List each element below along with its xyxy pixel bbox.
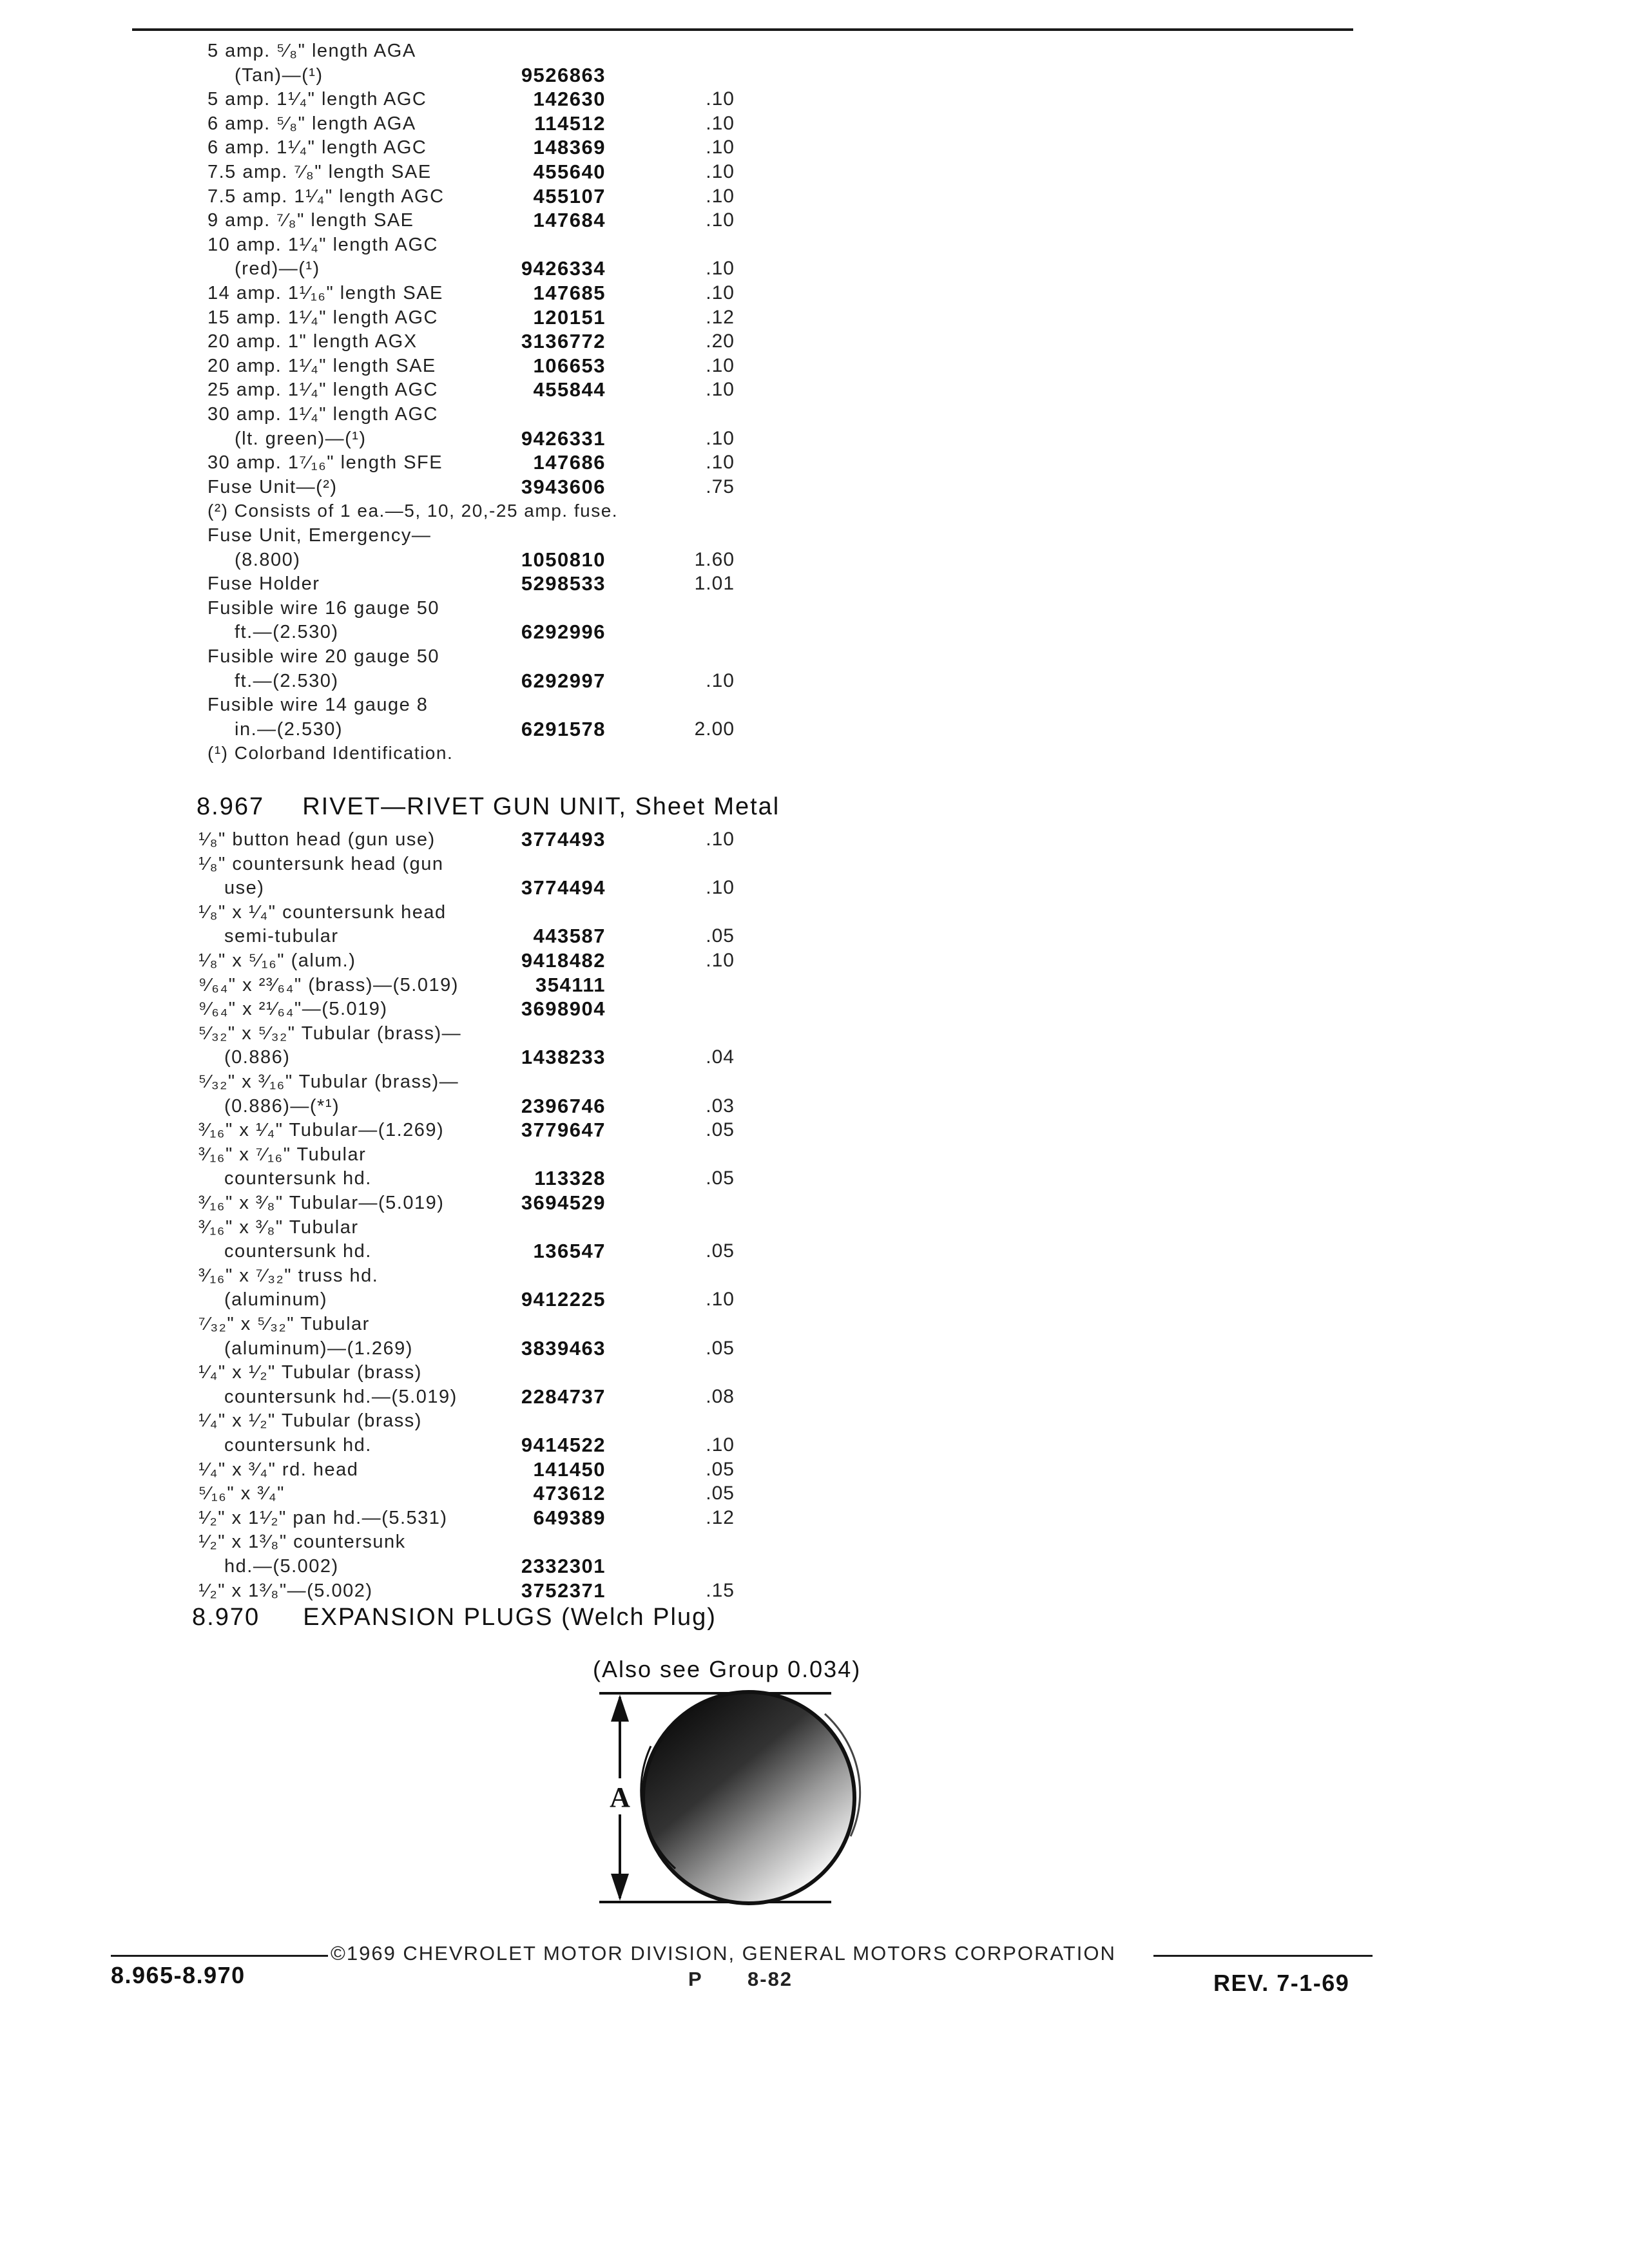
part-price: .05 (706, 1119, 735, 1141)
entry-description: countersunk hd.—(5.019) (224, 1386, 458, 1407)
entry-description: 30 amp. 1¹⁄₄" length AGC (207, 404, 438, 425)
part-price: .10 (706, 282, 735, 303)
entry-description: Fuse Unit—(²) (207, 476, 338, 497)
entry-description: ¹⁄₄" x ³⁄₄" rd. head (198, 1459, 359, 1480)
entry-description: ¹⁄₂" x 1³⁄₈"—(5.002) (198, 1580, 373, 1601)
part-number: 141450 (533, 1457, 606, 1481)
part-price: .05 (706, 1337, 735, 1359)
part-price: .10 (706, 88, 735, 110)
entry-description: 20 amp. 1" length AGX (207, 331, 418, 352)
entry-description: 20 amp. 1¹⁄₄" length SAE (207, 355, 436, 376)
entry-description: 10 amp. 1¹⁄₄" length AGC (207, 234, 438, 255)
entry-description: Fusible wire 20 gauge 50 (207, 646, 440, 667)
part-number: 1438233 (521, 1046, 606, 1069)
part-number: 106653 (533, 354, 606, 377)
entry-description: ³⁄₁₆" x ³⁄₈" Tubular—(5.019) (198, 1193, 445, 1213)
part-number: 6292996 (521, 620, 606, 644)
entry-description: (8.800) (235, 549, 301, 570)
entry-description: ³⁄₁₆" x ⁷⁄₁₆" Tubular (198, 1144, 367, 1165)
part-price: .10 (706, 209, 735, 231)
part-price: .20 (706, 331, 735, 352)
part-number: 3779647 (521, 1119, 606, 1142)
entry-description: 6 amp. ⁵⁄₈" length AGA (207, 113, 416, 134)
rivet-section-title: RIVET—RIVET GUN UNIT, Sheet Metal (302, 793, 780, 820)
entry-description: (lt. green)—(¹) (235, 428, 367, 449)
dimension-arrow-down-icon (611, 1874, 629, 1901)
entry-description: ¹⁄₈" x ⁵⁄₁₆" (alum.) (198, 950, 356, 971)
part-price: 1.60 (694, 548, 735, 570)
part-number: 114512 (534, 111, 606, 135)
part-price: .08 (706, 1385, 735, 1407)
part-price: .10 (706, 379, 735, 401)
welch-plug-figure (580, 1675, 889, 1920)
part-price: .05 (706, 1168, 735, 1189)
entry-description: ⁵⁄₁₆" x ³⁄₄" (198, 1483, 285, 1504)
entry-description: ¹⁄₈" button head (gun use) (198, 829, 436, 850)
entry-description: 7.5 amp. ⁷⁄₈" length SAE (207, 162, 432, 182)
part-price: .12 (706, 306, 735, 328)
part-price: .75 (706, 476, 735, 497)
entry-description: ¹⁄₄" x ¹⁄₂" Tubular (brass) (198, 1362, 422, 1383)
expansion-section-heading (192, 1602, 717, 1633)
entry-description: ⁹⁄₆₄" x ²³⁄₆₄" (brass)—(5.019) (198, 974, 459, 995)
entry-description: semi-tubular (224, 926, 339, 947)
part-number: 148369 (533, 136, 606, 159)
part-number: 9426334 (521, 257, 606, 280)
part-number: 142630 (533, 88, 606, 111)
entry-description: ⁹⁄₆₄" x ²¹⁄₆₄"—(5.019) (198, 999, 388, 1020)
entry-description: ft.—(2.530) (235, 622, 339, 643)
entry-description: ³⁄₁₆" x ³⁄₈" Tubular (198, 1216, 359, 1238)
entry-description: (red)—(¹) (235, 258, 320, 280)
part-price: .05 (706, 1240, 735, 1262)
entry-description: use) (224, 878, 265, 899)
dimension-arrow-up-icon (611, 1695, 629, 1722)
part-number: 9418482 (521, 949, 606, 972)
entry-description: (aluminum)—(1.269) (224, 1338, 413, 1359)
entry-description: 15 amp. 1¹⁄₄" length AGC (207, 307, 438, 328)
part-price: 2.00 (694, 718, 735, 740)
part-price: .10 (706, 354, 735, 376)
part-number: 455107 (533, 184, 606, 207)
part-price: .10 (706, 112, 735, 134)
part-price: .10 (706, 829, 735, 850)
expansion-section-number: 8.970 (192, 1604, 260, 1631)
entry-description: countersunk hd. (224, 1435, 372, 1456)
part-price: .10 (706, 137, 735, 159)
part-number: 2332301 (521, 1555, 606, 1577)
entry-description: (²) Consists of 1 ea.—5, 10, 20,-25 amp. fuse. (207, 501, 619, 521)
part-number: 3839463 (521, 1336, 606, 1360)
page-number: 8-82 (747, 1968, 793, 1990)
part-number: 3943606 (521, 475, 606, 498)
footer-rule-right (1153, 1955, 1373, 1957)
entry-description: ¹⁄₂" x 1³⁄₈" countersunk (198, 1532, 406, 1553)
entry-description: (0.886)—(*¹) (224, 1095, 340, 1117)
entry-description: ¹⁄₄" x ¹⁄₂" Tubular (brass) (198, 1410, 422, 1432)
part-price: .12 (706, 1506, 735, 1528)
part-number: 3698904 (521, 997, 606, 1021)
entry-description: in.—(2.530) (235, 718, 343, 740)
page-prefix: P (688, 1968, 703, 1990)
part-number: 1050810 (521, 548, 606, 571)
copyright-line: ©1969 CHEVROLET MOTOR DIVISION, GENERAL MOTORS CORPORATION (331, 1942, 1116, 1965)
part-number: 6291578 (521, 717, 606, 740)
part-price: 1.01 (694, 573, 735, 595)
part-number: 9526863 (521, 63, 606, 86)
entry-description: ⁷⁄₃₂" x ⁵⁄₃₂" Tubular (198, 1314, 370, 1334)
part-price: .05 (706, 1483, 735, 1504)
part-price: .10 (706, 258, 735, 280)
entry-description: 6 amp. 1¹⁄₄" length AGC (207, 137, 427, 159)
part-number: 354111 (535, 973, 606, 996)
entry-description: 30 amp. 1⁷⁄₁₆" length SFE (207, 452, 443, 474)
entry-description: ¹⁄₂" x 1¹⁄₂" pan hd.—(5.531) (198, 1507, 448, 1528)
part-price: .10 (706, 1434, 735, 1456)
dimension-label: A (610, 1782, 630, 1813)
part-number: 147686 (533, 451, 606, 474)
part-number: 455844 (533, 378, 606, 401)
entry-description: hd.—(5.002) (224, 1556, 339, 1577)
entry-description: 5 amp. ⁵⁄₈" length AGA (207, 41, 416, 61)
part-number: 113328 (534, 1167, 606, 1190)
part-price: .10 (706, 877, 735, 899)
part-number: 473612 (533, 1482, 606, 1505)
part-number: 443587 (533, 925, 606, 948)
part-price: .05 (706, 1458, 735, 1480)
part-price: .10 (706, 452, 735, 474)
part-price: .15 (706, 1579, 735, 1601)
entry-description: 14 amp. 1¹⁄₁₆" length SAE (207, 283, 443, 303)
part-number: 9414522 (521, 1434, 606, 1456)
entry-description: 7.5 amp. 1¹⁄₄" length AGC (207, 186, 445, 207)
part-price: .10 (706, 950, 735, 971)
see-also-note: (Also see Group 0.034) (593, 1656, 862, 1682)
group-range: 8.965-8.970 (111, 1962, 246, 1988)
part-number: 3136772 (521, 330, 606, 353)
part-price: .10 (706, 1289, 735, 1311)
part-price: .10 (706, 161, 735, 182)
entry-description: ⁵⁄₃₂" x ⁵⁄₃₂" Tubular (brass)— (198, 1023, 462, 1044)
part-number: 9412225 (521, 1288, 606, 1311)
entry-description: countersunk hd. (224, 1168, 372, 1189)
part-number: 5298533 (521, 572, 606, 595)
entry-description: Fuse Unit, Emergency— (207, 525, 432, 546)
entry-description: countersunk hd. (224, 1241, 372, 1262)
part-number: 2284737 (521, 1385, 606, 1408)
entry-description: (Tan)—(¹) (235, 64, 323, 86)
entry-description: ¹⁄₈" countersunk head (gun (198, 853, 444, 874)
part-number: 147684 (533, 209, 606, 232)
entry-description: (¹) Colorband Identification. (207, 743, 454, 764)
entry-description: 5 amp. 1¹⁄₄" length AGC (207, 89, 427, 110)
part-number: 120151 (533, 305, 606, 329)
part-number: 649389 (533, 1506, 606, 1529)
footer-rule-left (111, 1955, 328, 1957)
entry-description: ¹⁄₈" x ¹⁄₄" countersunk head (198, 901, 447, 923)
part-number: 6292997 (521, 669, 606, 692)
part-number: 3752371 (521, 1579, 606, 1602)
entry-description: ft.—(2.530) (235, 670, 339, 691)
part-number: 9426331 (521, 427, 606, 450)
part-price: .10 (706, 185, 735, 207)
part-number: 2396746 (521, 1094, 606, 1117)
rivet-section-heading (197, 791, 780, 822)
part-number: 3774494 (521, 876, 606, 899)
part-price: .03 (706, 1095, 735, 1117)
expansion-section-title: EXPANSION PLUGS (Welch Plug) (303, 1604, 717, 1631)
part-price: .10 (706, 427, 735, 449)
entry-description: (aluminum) (224, 1289, 328, 1311)
part-number: 147685 (533, 282, 606, 304)
rivet-section-number: 8.967 (197, 793, 265, 820)
entry-description: (0.886) (224, 1047, 291, 1068)
entry-description: Fuse Holder (207, 573, 320, 595)
entry-description: 25 amp. 1¹⁄₄" length AGC (207, 380, 438, 401)
entry-description: ⁵⁄₃₂" x ³⁄₁₆" Tubular (brass)— (198, 1072, 459, 1092)
part-number: 3774493 (521, 828, 606, 850)
part-number: 3694529 (521, 1191, 606, 1214)
part-number: 136547 (533, 1240, 606, 1263)
revision-date: REV. 7-1-69 (1213, 1970, 1350, 1996)
entry-description: ³⁄₁₆" x ⁷⁄₃₂" truss hd. (198, 1265, 379, 1286)
entry-description: ³⁄₁₆" x ¹⁄₄" Tubular—(1.269) (198, 1120, 445, 1141)
entry-description: 9 amp. ⁷⁄₈" length SAE (207, 210, 414, 231)
part-price: .10 (706, 669, 735, 691)
part-number: 455640 (533, 160, 606, 183)
part-price: .05 (706, 925, 735, 947)
entry-description: Fusible wire 14 gauge 8 (207, 695, 429, 716)
part-price: .04 (706, 1046, 735, 1068)
entry-description: Fusible wire 16 gauge 50 (207, 597, 440, 619)
